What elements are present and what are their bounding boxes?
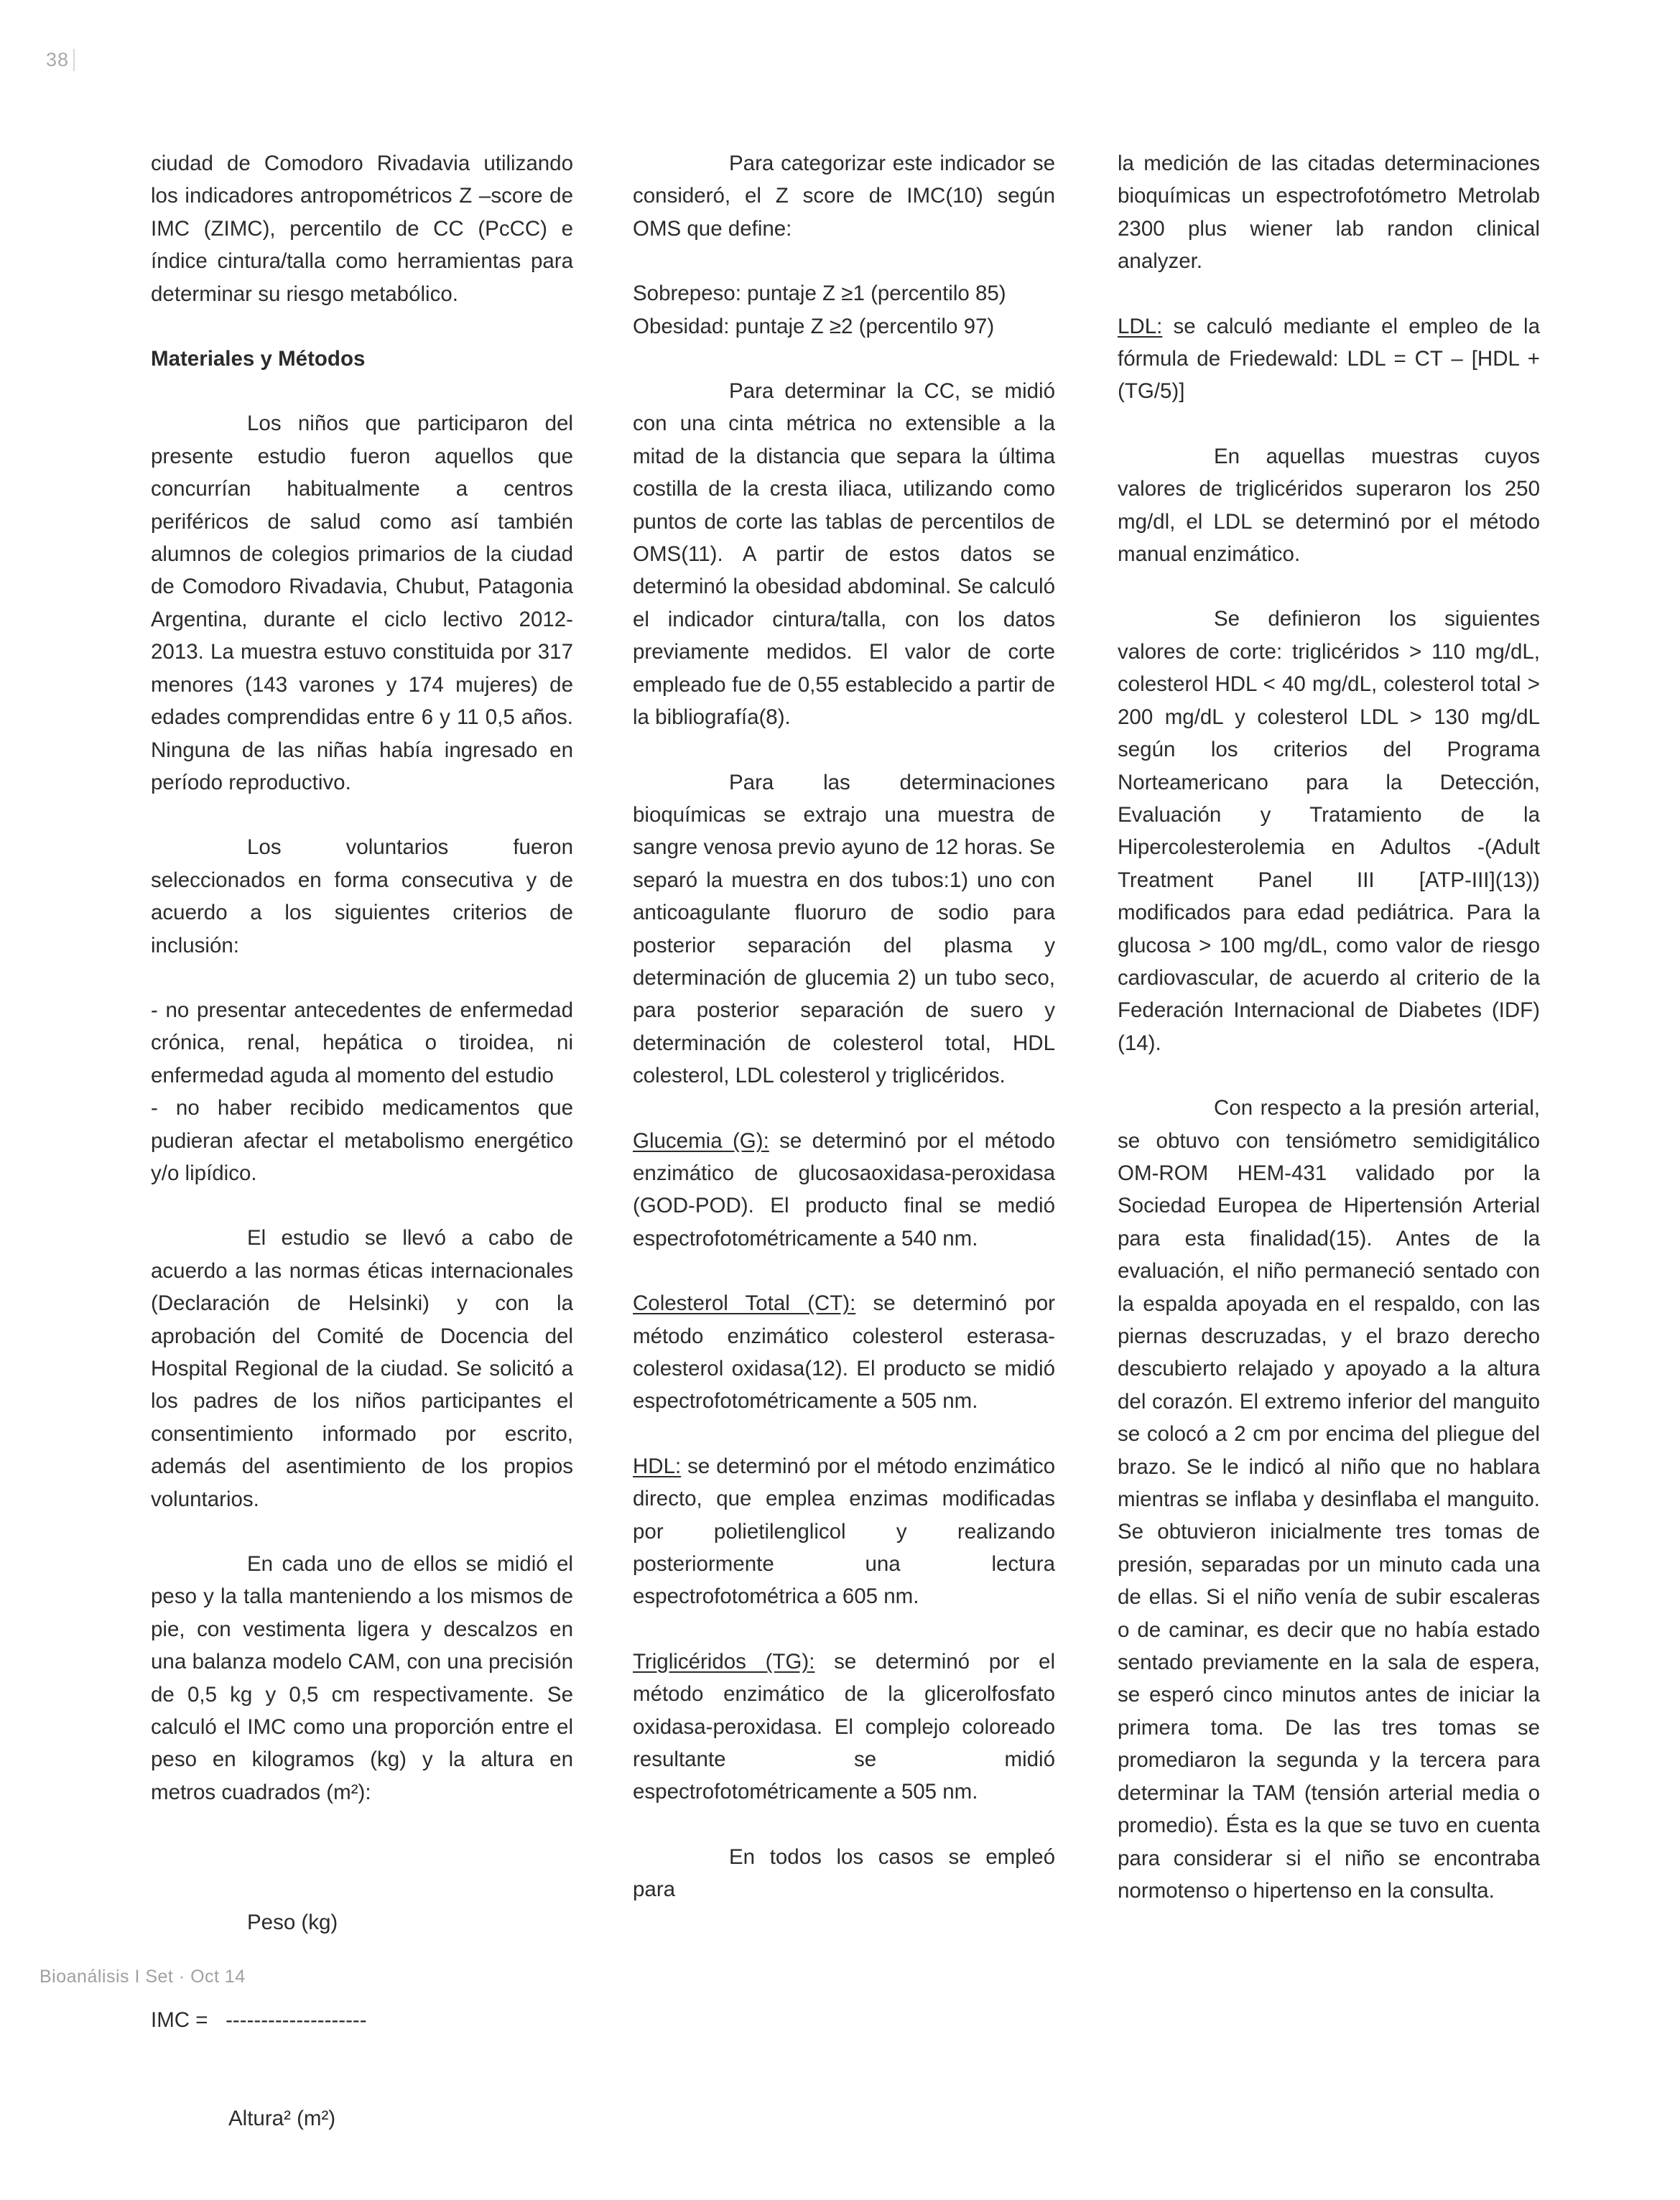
criteria-item: - no presentar antecedentes de enfermedad crónica, renal, hepática o tiroidea, ni enfermedad aguda al momento del estudio [151,998,573,1087]
paragraph: En aquellas muestras cuyos valores de triglicéridos superaron los 250 mg/dl, el LDL se determinó por el método manual enzimático. [1118,444,1540,567]
paragraph: ciudad de Comodoro Rivadavia utilizando los indicadores antropométricos Z –score de IMC (ZIMC), percentilo de CC (PcCC) e índice cintura/talla como herramientas para determinar su riesgo metabólico. [151,152,573,306]
obesidad-line: Obesidad: puntaje Z ≥2 (percentilo 97) [633,314,995,338]
paragraph: Para determinar la CC, se midió con una cinta métrica no extensible a la mitad de la distancia que separa la última costilla de la cresta iliaca, utilizando como puntos de corte las tablas de percentilos de OMS(11). A partir de estos datos se determinó la obesidad abdominal. Se calculó el indicador cintura/talla, con los datos previamente medidos. El valor de corte empleado fue de 0,55 establecido a partir de la bibliografía(8). [633,379,1055,730]
paragraph: Con respecto a la presión arterial, se obtuvo con tensiómetro semidigitálico OM-ROM HEM-431 validado por la Sociedad Europea de Hipertensión Arterial para esta finalidad(15). Antes de la evaluación, el niño permaneció sentado con la espalda apoyada en el respaldo, con las piernas descruzadas, y el brazo derecho descubierto relajado y apoyado a la altura del corazón. El extremo inferior del manguito se colocó a 2 cm por encima del pliegue del brazo. Se le indicó al niño que no hablara mientras se inflaba y desinflaba el manguito. Se obtuvieron inicialmente tres tomas de presión, separadas por un minuto cada una de ellas. Si el niño venía de subir escaleras o de caminar, es decir que no había estado sentado previamente en la sala de espera, se esperó cinco minutos antes de iniciar la primera toma. De las tres tomas se promediaron la segunda y la tercera para determinar la TAM (tensión arterial media o promedio). Ésta es la que se tuvo en cuenta para considerar si el niño se encontraba normotenso o hipertenso en la consulta. [1118,1096,1540,1903]
formula-lhs: IMC = [151,2008,208,2033]
paragraph: Para las determinaciones bioquímicas se extrajo una muestra de sangre venosa previo ayuno de 12 horas. Se separó la muestra en dos tubos:1) uno con anticoagulante fluoruro de sodio para posterior separación del plasma y determinación de glucemia 2) un tubo seco, para posterior separación de suero y determinación de colesterol total, HDL colesterol, LDL colesterol y triglicéridos. [633,770,1055,1088]
trigliceridos-text: se determinó por el método enzimático de la glicerolfosfato oxidasa-peroxidasa. El complejo coloreado resultante se midió espectrofotométricamente a 505 nm. [633,1649,1056,1804]
paragraph: En cada uno de ellos se midió el peso y la talla manteniendo a los mismos de pie, con vestimenta ligera y descalzos en una balanza modelo CAM, con una precisión de 0,5 kg y 0,5 cm respectivamente. Se calculó el IMC como una proporción entre el peso en kilogramos (kg) y la altura en metros cuadrados (m²): [151,1552,573,1804]
paragraph: la medición de las citadas determinaciones bioquímicas un espectrofotómetro Metrolab 2300 plus wiener lab randon clinical analyzer. [1118,152,1540,274]
paragraph: Los voluntarios fueron seleccionados en forma consecutiva y de acuerdo a los siguientes criterios de inclusión: [151,835,573,957]
trigliceridos-paragraph [633,1646,1055,1809]
paragraph: Los niños que participaron del presente estudio fueron aquellos que concurrían habitualmente a centros periféricos de salud como así también alumnos de colegios primarios de la ciudad de Comodoro Rivadavia, Chubut, Patagonia Argentina, durante el ciclo lectivo 2012-2013. La muestra estuvo constituida por 317 menores (143 varones y 174 mujeres) de edades comprendidas entre 6 y 11 0,5 años. Ninguna de las niñas había ingresado en período reproductivo. [151,412,573,794]
sobrepeso-line: Sobrepeso: puntaje Z ≥1 (percentilo 85) [633,282,1006,306]
column-middle [633,147,1055,1939]
ldl-paragraph [1118,310,1540,408]
hdl-label: HDL: [633,1454,682,1478]
colesterol-total-text: se determinó por método enzimático colesterol esterasa-colesterol oxidasa(12). El producto se midió espectrofotométricamente a 505 nm. [633,1291,1055,1414]
trigliceridos-label: Triglicéridos (TG): [633,1649,815,1674]
page-number: 38 [46,49,75,71]
imc-formula [151,1841,573,2199]
hdl-text: se determinó por el método enzimático directo, que emplea enzimas modificadas por polietilenglicol y realizando posteriormente una lectura espectrofotométrica a 605 nm. [633,1454,1055,1609]
paragraph: Para categorizar este indicador se consideró, el Z score de IMC(10) según OMS que define: [633,152,1055,241]
ldl-label: LDL: [1118,314,1163,338]
colesterol-total-paragraph [633,1287,1055,1418]
paragraph: En todos los casos se empleó para [633,1844,1055,1902]
formula-denominator: Altura² (m²) [228,2106,336,2130]
footer: Bioanálisis I Set · Oct 14 [40,1967,246,1987]
column-left [151,147,573,2200]
hdl-paragraph [633,1450,1055,1613]
column-right [1118,147,1540,1939]
formula-row [151,2004,573,2036]
ldl-text: se calculó mediante el empleo de la fórmula de Friedewald: LDL = CT – [HDL + (TG/5)] [1118,314,1540,404]
section-heading: Materiales y Métodos [151,347,366,371]
colesterol-total-label: Colesterol Total (CT): [633,1291,856,1316]
paragraph: Se definieron los siguientes valores de corte: triglicéridos > 110 mg/dL, colesterol HDL < 40 mg/dL, colesterol total > 200 mg/dL y colesterol LDL > 130 mg/dL según los criterios del Programa Norteamericano para la Detección, Evaluación y Tratamiento de la Hipercolesterolemia en Adultos -(Adult Treatment Panel III [ATP-III](13)) modificados para edad pediátrica. Para la glucosa > 100 mg/dL, como valor de riesgo cardiovascular, de acuerdo al criterio de la Federación Internacional de Diabetes (IDF)(14). [1118,607,1540,1055]
glucemia-text: se determinó por el método enzimático de glucosaoxidasa-peroxidasa (GOD-POD). El producto final se medió espectrofotométricamente a 540 nm. [633,1128,1055,1250]
criteria-item: - no haber recibido medicamentos que pudieran afectar el metabolismo energético y/o lipídico. [151,1096,573,1185]
paragraph: El estudio se llevó a cabo de acuerdo a las normas éticas internacionales (Declaración de Helsinki) y con la aprobación del Comité de Docencia del Hospital Regional de la ciudad. Se solicitó a los padres de los niños participantes el consentimiento informado por escrito, además del asentimiento de los propios voluntarios. [151,1226,573,1511]
formula-bar: -------------------- [226,2008,367,2033]
glucemia-paragraph [633,1125,1055,1256]
formula-numerator: Peso (kg) [247,1911,338,1935]
glucemia-label: Glucemia (G): [633,1128,769,1153]
